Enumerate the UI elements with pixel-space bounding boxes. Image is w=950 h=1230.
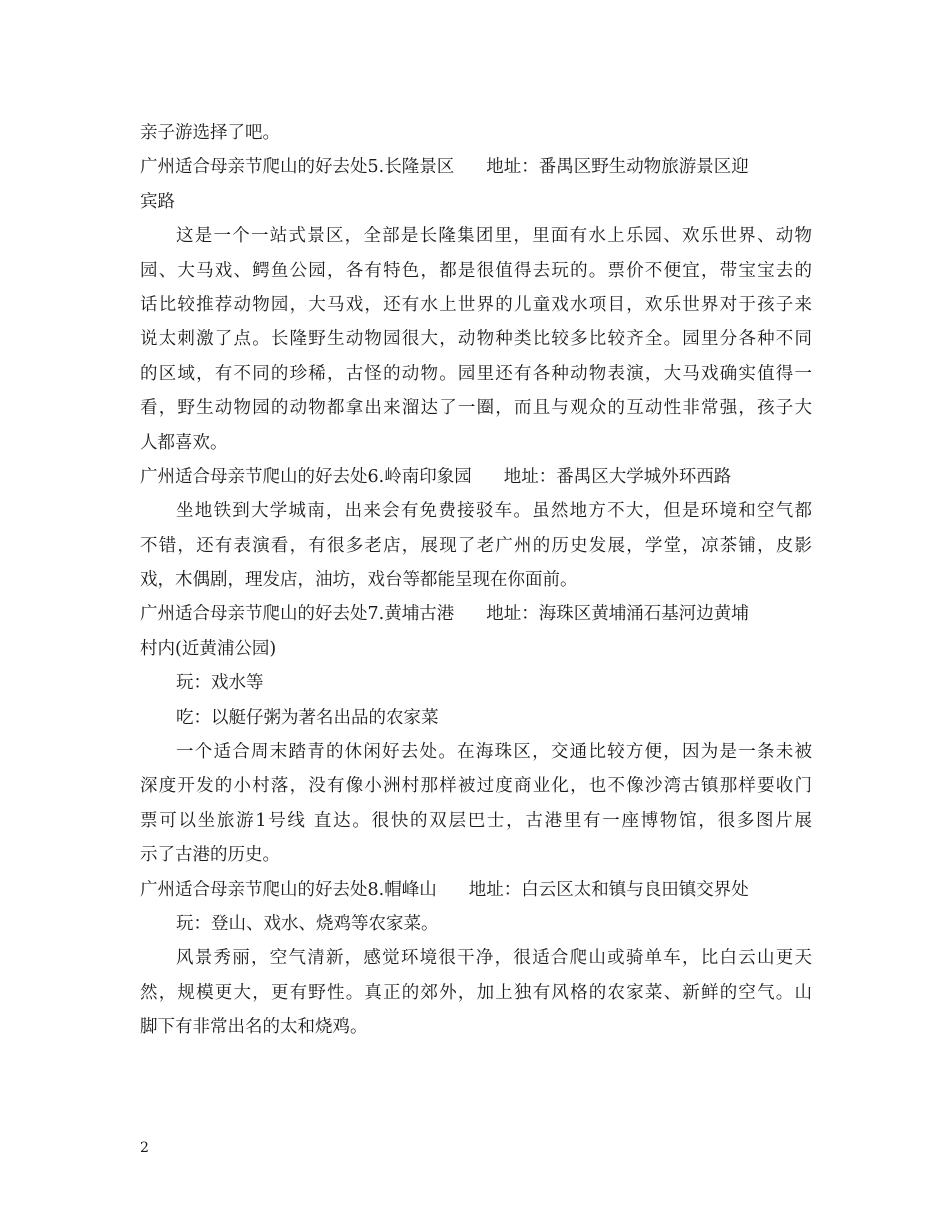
paragraph-line: 然，规模更大，更有野性。真正的郊外，加上独有风格的农家菜、新鲜的空气。山 — [140, 982, 812, 1003]
paragraph-line: 坐地铁到大学城南，出来会有免费接驳车。虽然地方不大，但是环境和空气都 — [176, 501, 812, 522]
section-heading-line — [140, 597, 812, 631]
paragraph-line: 人都喜欢。 — [140, 432, 228, 453]
paragraph-line: 一个适合周末踏青的休闲好去处。在海珠区，交通比较方便，因为是一条未被 — [176, 742, 812, 763]
address-text: 地址：白云区太和镇与良田镇交界处 — [468, 879, 749, 900]
paragraph-line: 深度开发的小村落，没有像小洲村那样被过度商业化，也不像沙湾古镇那样要收门 — [140, 776, 812, 797]
section-heading: 广州适合母亲节爬山的好去处7.黄埔古港 — [140, 604, 455, 625]
paragraph-line: 示了古港的历史。 — [140, 845, 280, 866]
section-heading-line — [140, 460, 812, 494]
section-heading: 广州适合母亲节爬山的好去处6.岭南印象园 — [140, 466, 472, 487]
page-content — [140, 116, 812, 1045]
paragraph-line: 不错，还有表演看，有很多老店，展现了老广州的历史发展，学堂，凉茶铺，皮影 — [140, 535, 812, 556]
paragraph-line: 玩：登山、戏水、烧鸡等农家菜。 — [176, 913, 439, 934]
paragraph-line: 说太刺激了点。长隆野生动物园很大，动物种类比较多比较齐全。园里分各种不同 — [140, 329, 812, 350]
section-heading: 广州适合母亲节爬山的好去处8.帽峰山 — [140, 879, 437, 900]
paragraph-line: 戏，木偶剧，理发店，油坊，戏台等都能呈现在你面前。 — [140, 570, 578, 591]
paragraph-line: 的区域，有不同的珍稀，古怪的动物。园里还有各种动物表演，大马戏确实值得一 — [140, 363, 812, 384]
paragraph-line: 亲子游选择了吧。 — [140, 123, 280, 143]
section-heading-line — [140, 873, 812, 907]
paragraph-line: 票可以坐旅游1号线 直达。很快的双层巴士，古港里有一座博物馆，很多图片展 — [140, 810, 812, 831]
section-heading: 广州适合母亲节爬山的好去处5.长隆景区 — [140, 157, 455, 178]
paragraph-line: 园、大马戏、鳄鱼公园，各有特色，都是很值得去玩的。票价不便宜，带宝宝去的 — [140, 260, 812, 281]
address-text: 地址：番禺区野生动物旅游景区迎 — [486, 157, 749, 178]
section-heading-line — [140, 150, 812, 184]
paragraph-line: 村内(近黄浦公园) — [140, 638, 277, 659]
paragraph-line: 风景秀丽，空气清新，感觉环境很干净，很适合爬山或骑单车，比白云山更天 — [176, 948, 812, 969]
paragraph-line: 话比较推荐动物园，大马戏，还有水上世界的儿童戏水项目，欢乐世界对于孩子来 — [140, 294, 812, 315]
paragraph-line: 吃：以艇仔粥为著名出品的农家菜 — [176, 707, 439, 728]
paragraph-line: 这是一个一站式景区，全部是长隆集团里，里面有水上乐园、欢乐世界、动物 — [176, 226, 812, 247]
paragraph-line: 脚下有非常出名的太和烧鸡。 — [140, 1017, 368, 1038]
address-text: 地址：番禺区大学城外环西路 — [503, 466, 732, 487]
paragraph-line: 看，野生动物园的动物都拿出来溜达了一圈，而且与观众的互动性非常强，孩子大 — [140, 398, 812, 419]
paragraph-line: 玩：戏水等 — [176, 673, 264, 694]
paragraph-line: 宾路 — [140, 191, 175, 212]
page-number: 2 — [140, 1140, 149, 1156]
address-text: 地址：海珠区黄埔涌石基河边黄埔 — [486, 604, 749, 625]
